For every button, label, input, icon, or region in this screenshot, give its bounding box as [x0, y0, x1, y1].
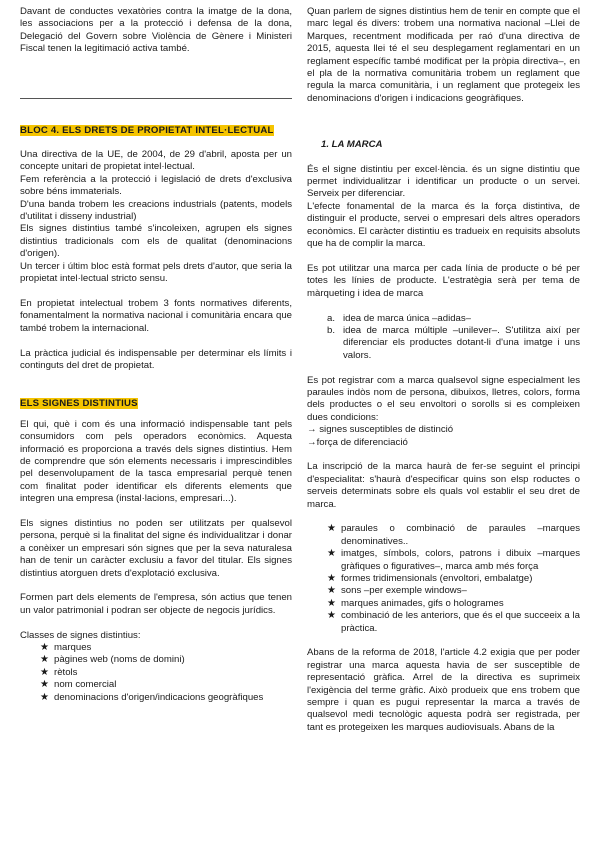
list-item: ★ pàgines web (noms de domini) [40, 654, 292, 666]
paragraph-qui: El qui, què i com és una informació indispensable tant pels consumidors com pels operadors econòmics. Aquesta informació es proporciona a través dels signes distintius. Hem de comprendre que són elements necessaris i imprescindibles pel desenvolupament de la tasca empresarial perquè tenen com finalitat poder identificar els diferents elements que integren una empresa (instal·lacions, empresari...). [20, 418, 292, 505]
list-item: ★ imatges, símbols, colors, patrons i dibuix –marques gràfiques o figuratives–, marca amb més força [327, 548, 580, 573]
list-item: ★ paraules o combinació de paraules –marques denominatives.. [327, 523, 580, 548]
paragraph-fonts: En propietat intelectual trobem 3 fonts normatives diferents, fonamentalment la normativa nacional i comunitària encara que també trobem la internacional. [20, 297, 292, 334]
paragraph-abans: Abans de la reforma de 2018, l'article 4.2 exigia que per poder registrar una marca aquesta havia de ser susceptible de representació gràfica. Arrel de la directiva es suprimeix l'exigència del terme gràfic. Això produeix que ens trobem que sempre i quan es pugui representar la marca a través de qualsevol medi tecnològic aquesta podrà ser registrada, per tant es protegeixen les marques audiovisuals. Abans de la [307, 647, 580, 733]
list-item: ★ combinació de les anteriors, que és el que succeeix a la pràctica. [327, 610, 580, 635]
paragraph-practica: La pràctica judicial és indispensable per determinar els límits i continguts del dret de propietat. [20, 347, 292, 371]
paragraph-registrar: Es pot registrar com a marca qualsevol signe especialment les paraules indòs nom de persona, dibuixos, lletres, colors, forma dels productes o el seu envoltori o sorolls si es compleixen dues condicions: [307, 374, 580, 423]
left-column [20, 6, 292, 704]
list-item-text: idea de marca única –adidas– [343, 312, 472, 324]
heading-bloc4-text: BLOC 4. ELS DRETS DE PROPIETAT INTEL·LECTUAL [20, 124, 274, 136]
paragraph-intro: Davant de conductes vexatòries contra la imatge de la dona, les associacions per a la protecció i defensa de la dona, Delegació del Govern sobre Violència de Gènere i Ministeri Fiscal tenen la legitimació activa també. [20, 6, 292, 55]
list-item: ★ formes tridimensionals (envoltori, embalatge) [327, 573, 580, 585]
section-heading-signes [20, 398, 292, 410]
condition-distincio: → signes susceptibles de distinció [307, 424, 454, 436]
paragraph-classes: Classes de signes distintius: [20, 629, 141, 641]
paragraph-tercer: Un tercer i últim bloc està format pels drets d'autor, que seria la propietat intel·lectual stricto sensu. [20, 260, 292, 285]
paragraph-fem: Fem referència a la protecció i legislació de drets d'exclusiva sobre béns immaterials. [20, 173, 292, 198]
paragraph-inscripcio: La inscripció de la marca haurà de fer-se seguint el principi d'especialitat: s'haurà d'especificar quins son elsp roductes o serveis determinats sobre els quals vol establir el seu dret de marca. [307, 461, 580, 510]
list-item: ★ marques animades, gifs o hologrames [327, 598, 580, 610]
list-item: ★ rètols [40, 667, 292, 679]
list-item: ★ nom comercial [40, 679, 292, 691]
list-marker: a. [327, 312, 336, 324]
paragraph-es: És el signe distintiu per excel·lència. és un signe distintiu que permet individualitzar i identificar un producte o un servei. Serveix per diferenciar. [307, 163, 580, 200]
list-item: ★ denominacions d'origen/indicacions geogràfiques [40, 692, 292, 704]
paragraph-formen: Formen part dels elements de l'empresa, són actius que tenen un valor patrimonial i podran ser objecte de negocis jurídics. [20, 592, 292, 616]
list-item: ★ marques [40, 642, 292, 654]
paragraph-banda: D'una banda trobem les creacions industrials (patents, models d'utilitat i disseny industrial) [20, 198, 292, 223]
marca-strategy-list [307, 313, 580, 363]
paragraph-signes: Els signes distintius també s'incoleixen, agrupen els signes distintius tradicionals com els de qualitat (denominacions d'origen). [20, 223, 292, 260]
classes-list [20, 642, 292, 704]
heading-la-marca: 1. LA MARCA [321, 139, 383, 151]
list-item [327, 313, 580, 325]
list-marker: b. [327, 324, 336, 336]
heading-signes-text: ELS SIGNES DISTINTIUS [20, 398, 138, 410]
paragraph-directiva: Una directiva de la UE, de 2004, de 29 d'abril, aposta per un concepte unitari de propietat intel·lectual. [20, 149, 292, 173]
condition-diferenciacio: →força de diferenciació [307, 436, 408, 448]
paragraph-potutil: Es pot utilitzar una marca per cada línia de producte o bé per totes les línies de producte. L'estratègia serà per tema de màrqueting i idea de marca [307, 262, 580, 299]
marca-types-list [307, 523, 580, 635]
paragraph-quan: Quan parlem de signes distintius hem de tenir en compte que el marc legal és divers: trobem una normativa nacional –Llei de Marques, recentment modificada per raó d'una directiva de 2015, aquesta llei té el seu desplegament reglamentari en un reglament específic també modificat per la pròpia directiva–, en el pla de la normativa comunitària trobem un reglament que regula la marca comunitària, i un reglament que protegeix les denominacions d'origen i indicacions geogràfiques. [307, 6, 580, 104]
paragraph-nopoden: Els signes distintius no poden ser utilitzats per qualsevol persona, perquè si la finalitat del signe és individualitzar i donar a conèixer un empresari són signes que per la seva naturalesa han de tenir un caràcter exclusiu a favor del titular. Els signes distintius atorguen drets d'explotació exclusiva. [20, 517, 292, 579]
right-column [307, 6, 580, 734]
section-heading-bloc4 [20, 125, 292, 137]
list-item: ★ sons –per exemple windows– [327, 585, 580, 597]
list-item-text: idea de marca múltiple –unilever–. S'utilitza així per diferenciar els productes dotant-li d'una imatge i uns valors. [343, 324, 580, 361]
paragraph-efecte: L'efecte fonamental de la marca és la força distintiva, de distinguir el producte, servei o empresari dels altres operadors econòmics. El caràcter distintiu es tradueix en requisits absoluts que ha de complir la marca. [307, 200, 580, 250]
list-item [327, 325, 580, 362]
